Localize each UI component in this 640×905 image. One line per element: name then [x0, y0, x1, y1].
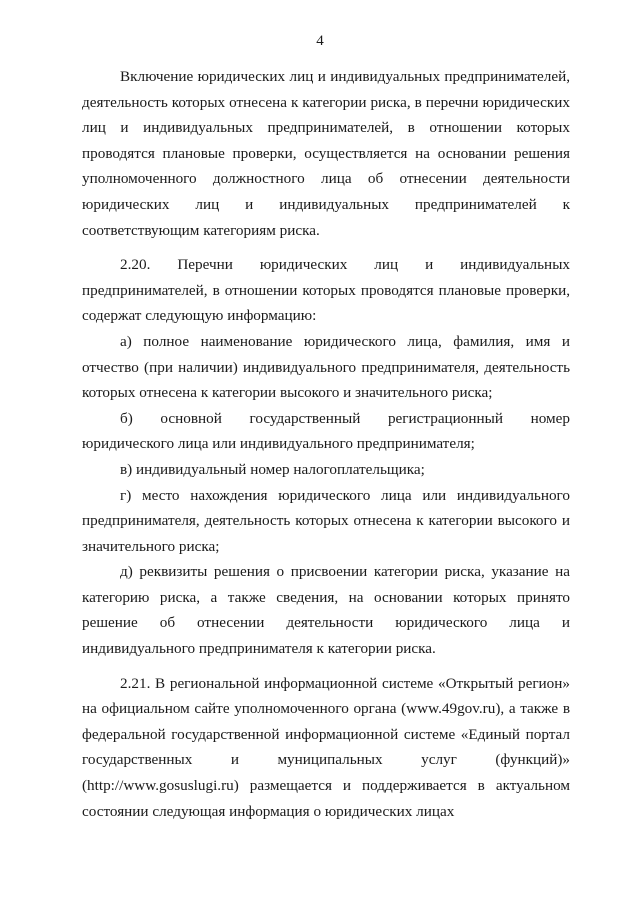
paragraph-2-20: 2.20. Перечни юридических лиц и индивидуальных предпринимателей, в отношении которых проводятся плановые проверки, содержат следующую информацию: — [82, 256, 570, 325]
page-number: 4 — [316, 33, 324, 49]
paragraph-inclusion-in-lists: Включение юридических лиц и индивидуальных предпринимателей, деятельность которых отнесена к категории риска, в перечни юридических лиц и индивидуальных предпринимателей, в отношении которых проводятся плановые проверки, осуществляется на основании решения уполномоченного должностного лица об отнесении деятельности юридических лиц и индивидуальных предпринимателей к соответствующим категориям риска. — [82, 68, 570, 239]
list-item-v: в) индивидуальный номер налогоплательщика; — [120, 460, 425, 478]
list-item-d: д) реквизиты решения о присвоении категории риска, указание на категорию риска, а также сведения, на основании которых принято решение об отнесении деятельности юридического лица и индивидуального предпринимателя к категории риска. — [82, 563, 570, 658]
document-body — [82, 64, 570, 824]
paragraph-2-21: 2.21. В региональной информационной системе «Открытый регион» на официальном сайте уполномоченного органа (www.49gov.ru), а также в федеральной государственной информационной системе «Единый портал государственных и муниципальных услуг (функций)» (http://www.gosuslugi.ru) размещается и поддерживается в актуальном состоянии следующая информация о юридических лицах — [82, 674, 570, 820]
list-item-g: г) место нахождения юридического лица или индивидуального предпринимателя, деятельность которых отнесена к категории высокого и значительного риска; — [82, 486, 570, 555]
list-item-a: а) полное наименование юридического лица, фамилия, имя и отчество (при наличии) индивидуального предпринимателя, деятельность которых отнесена к категории высокого и значительного риска; — [82, 332, 570, 402]
list-item-b: б) основной государственный регистрационный номер юридического лица или индивидуального предпринимателя; — [82, 409, 570, 453]
